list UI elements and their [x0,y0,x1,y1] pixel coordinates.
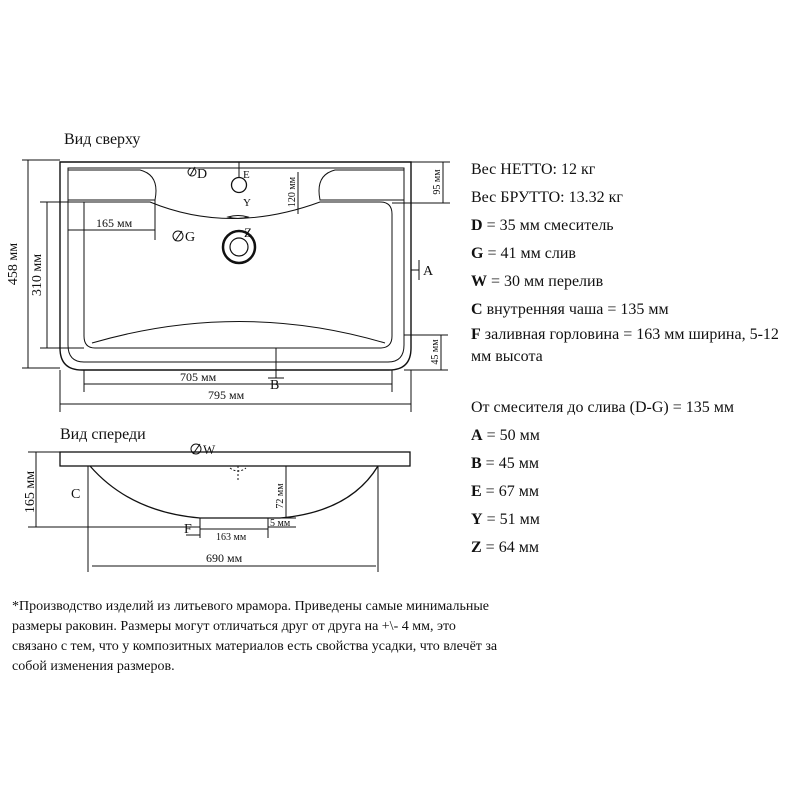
drain-inner [230,238,248,256]
spec-g-key: G [471,245,484,262]
spec-a-text: = 50 мм [482,427,540,444]
spec-g [471,240,796,268]
spec-c-key: С [471,301,483,318]
dim-neck-width: 163 мм [216,532,247,543]
marker-y: Y [243,197,251,209]
dim-depth-total: 458 мм [6,242,21,286]
spec-y-text: = 51 мм [482,511,540,528]
dim-front-width: 690 мм [206,551,243,565]
dim-tap-offset: 120 мм [287,176,298,208]
spec-d-text: = 35 мм смеситель [482,217,614,234]
marker-g: G [185,230,196,245]
spec-a-key: А [471,427,483,444]
marker-a: A [423,264,434,279]
spec-g-text: = 41 мм слив [483,245,576,262]
spec-f [471,324,796,368]
spec-e-text: = 67 мм [481,483,539,500]
spec-dg-distance: От смесителя до слива (D-G) = 135 мм [471,399,734,416]
spec-z-text: = 64 мм [481,539,539,556]
spec-e [471,478,796,506]
marker-w: W [203,442,216,457]
dim-shelf-width: 165 мм [96,216,133,230]
sink-top-slab [60,452,410,466]
spec-gross-weight: Вес БРУТТО: 13.32 кг [471,189,623,206]
bowl-profile-front [90,466,378,518]
spec-z [471,534,796,562]
spec-d-key: D [471,217,483,234]
sink-outline-top [60,162,411,370]
footnote: *Производство изделий из литьевого мрамора. Приведены самые минимальные размеры раковин. Размеры могут отличаться друг от друга на +\- 4 мм, это связано с тем, что у композитных материалов есть свойства усадки, что влечёт за собой изменения размеров. [12,599,498,674]
spec-e-key: Е [471,483,482,500]
front-view-title: Вид спереди [60,426,146,443]
spec-b [471,450,796,478]
spec-list [471,156,796,562]
dim-bowl-depth: 72 мм [275,483,286,509]
bowl-front-curve [92,322,385,344]
dim-rim-top: 95 мм [432,169,443,195]
marker-f: F [184,522,192,537]
top-view-title: Вид сверху [64,131,141,148]
spec-d [471,212,796,240]
spec-w-text: = 30 мм перелив [487,273,604,290]
spec-w [471,268,796,296]
spec-a [471,422,796,450]
spec-y [471,506,796,534]
dim-width-bowl: 705 мм [180,370,217,384]
marker-z: Z [244,225,252,240]
left-shelf [68,168,156,200]
dim-rim-bottom: 45 мм [430,339,441,365]
spec-c-text: внутренняя чаша = 135 мм [482,301,669,318]
spec-y-key: Y [471,511,483,528]
dim-neck-height: 5 мм [270,518,291,529]
spec-z-key: Z [471,539,482,556]
marker-b: B [270,378,280,393]
spec-net-weight: Вес НЕТТО: 12 кг [471,161,596,178]
spec-f-text: заливная горловина = 163 мм ширина, 5-12 мм высота [471,326,779,365]
spec-b-key: В [471,455,482,472]
marker-d: D [197,167,208,182]
dim-depth-bowl: 310 мм [30,253,45,297]
dim-width-total: 795 мм [208,388,245,402]
spec-f-key: F [471,326,481,343]
spec-c [471,296,796,324]
inner-rim [68,168,404,362]
dim-height-total: 165 мм [23,470,38,514]
right-shelf [319,168,404,200]
marker-c: C [71,487,81,502]
spec-b-text: = 45 мм [481,455,539,472]
marker-e: E [243,169,250,181]
overflow-slot [228,216,248,219]
spec-w-key: W [471,273,487,290]
